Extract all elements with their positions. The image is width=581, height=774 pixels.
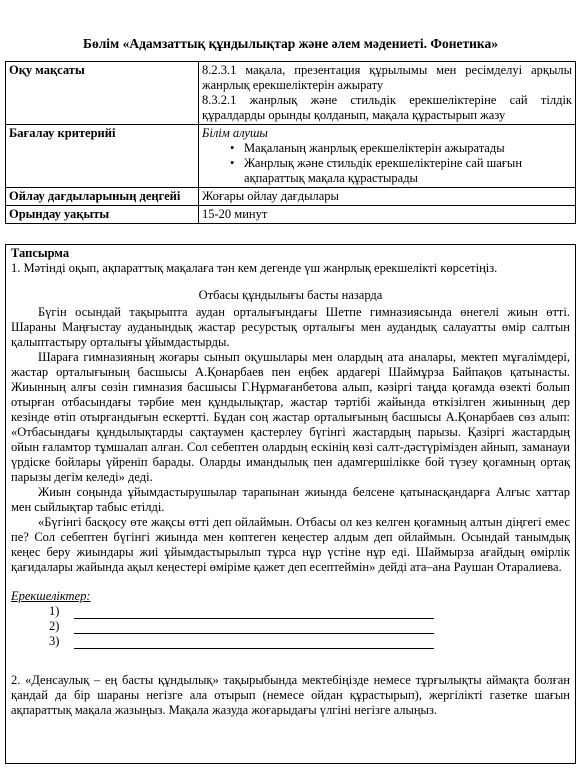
criterion-2: • Жанрлық және стильдік ерекшеліктеріне сай шағын ақпараттық мақала құрастырады: [230, 156, 572, 186]
criteria-row: [6, 125, 576, 188]
feature-line-3[interactable]: [11, 634, 570, 649]
feature-line-2[interactable]: [11, 619, 570, 634]
objectives-label: Оқу мақсаты: [6, 62, 199, 125]
features-label: Ерекшеліктер:: [11, 589, 91, 603]
article-paragraph-3: Жиын соңында ұйымдастырушылар тарапынан жиында белсене қатынасқандарға Алғыс хаттар мен сыйлықтар табыс етілді.: [11, 485, 570, 514]
question-1: 1. Мәтінді оқып, ақпараттық мақалаға тән кем дегенде үш жанрлық ерекшелікті көрсетіңіз.: [11, 261, 498, 275]
level-label: Ойлау дағдыларының деңгейі: [6, 188, 199, 206]
task-heading: Тапсырма: [11, 246, 70, 260]
feature-line-1[interactable]: [11, 604, 570, 619]
criteria-cell: [199, 125, 576, 188]
feature-number-3: 3): [49, 634, 60, 648]
level-value: Жоғары ойлау дағдылары: [199, 188, 576, 206]
article-paragraph-4: «Бүгінгі басқосу өте жақсы өтті деп ойлаймын. Отбасы ол кез келген қоғамның алтын діңгегі емес пе? Сол себептен бүгінгі жиында мен көптеген кеңестер алдым деп ойлаймын. Осындай танымдық кеңес беру жиындары жиі ұйымдастырылып тұрса нұр үстіне нұр еді. Шаймырза ағайдың өмірлік қағидалары жайында ақыл кеңестері өміріме қажет деп есептеймін» дейді ата–ана Раушан Отаралиева.: [11, 515, 570, 574]
objective-2: 8.3.2.1 жанрлық және стильдік ерекшеліктеріне сай тілдік құралдарды орынды қолданып, мақала құрастырып жазу: [202, 93, 572, 122]
task-box: [5, 244, 576, 764]
article-paragraph-1: Бүгін осындай тақырыпта аудан орталығындағы Шетпе гимназиясында өнегелі жиын өтті. Шараны Маңғыстау ауданындық жастар ресурстық орталығы мен аудандық салауатты өмір салтын қалыптастыру орталығы ұйымдастырды.: [11, 305, 570, 349]
criteria-intro: Білім алушы: [202, 126, 268, 140]
feature-number-1: 1): [49, 604, 60, 618]
section-title: Бөлім «Адамзаттық құндылықтар және әлем мәдениеті. Фонетика»: [83, 36, 498, 51]
answer-blank-3[interactable]: [74, 638, 434, 649]
objectives-cell: [199, 62, 576, 125]
article-paragraph-2: Шараға гимназияның жоғары сынып оқушылары мен олардың ата аналары, мектеп мұғалімдері, жастар орталығының басшысы А.Қонарбаев пен еңбек ардагері Шаймұрза Байпақов қатынасты. Жиынның алғы сөзін гимназия басшысы Г.Нұрмағанбетова алып, кәзіргі таңда қоғамда өзекті болып отырған отбасындағы тәрбие мен құндылықтар, жастар тәртібі жайында өткізілген жиынның дер кезінде өтіп отырғандығын ескертті. Бұдан соң жастар орталығының басшысы А.Қонарбаев сөз алып: «Отбасындағы құндылықтарды сақтаумен қастерлеу бүгінгі жастардың парызы. Қазіргі жастардың ойын ғаламтор тұмшалап алған. Сол себептен олардың ескінің көзі салт-дәстүрімізден айнып, заманауи үрдіске бойлары үйреніп барады. Оларды имандылық пен адамгершілікке бой түзеу қоғамның ортақ парызы дегім келеді» деді.: [11, 350, 570, 484]
feature-number-2: 2): [49, 619, 60, 633]
time-value: 15-20 минут: [199, 206, 576, 224]
criteria-label: Бағалау критерийі: [6, 125, 199, 188]
criteria-list: [202, 141, 572, 186]
objective-1: 8.2.3.1 мақала, презентация құрылымы мен ресімделуі арқылы жанрлық ерекшеліктерін ажырату: [202, 63, 572, 92]
level-row: [6, 188, 576, 206]
objectives-row: [6, 62, 576, 125]
article-title: Отбасы құндылығы басты назарда: [198, 288, 383, 302]
assessment-meta-table: [5, 61, 576, 224]
answer-blank-2[interactable]: [74, 623, 434, 634]
answer-blank-1[interactable]: [74, 608, 434, 619]
criterion-1: • Мақаланың жанрлық ерекшеліктерін ажыратады: [230, 141, 572, 156]
question-2: 2. «Денсаулық – ең басты құндылық» тақырыбында мектебіңізде немесе тұрғылықты аймақта болған қандай да бір шараны негізге ала отырып (немесе ойдан құрастырып), жергілікті газетке шағын ақпараттық мақала жазыңыз. Мақала жазуда жоғарыдағы үлгіні негізге алыңыз.: [11, 673, 570, 717]
time-row: [6, 206, 576, 224]
time-label: Орындау уақыты: [6, 206, 199, 224]
